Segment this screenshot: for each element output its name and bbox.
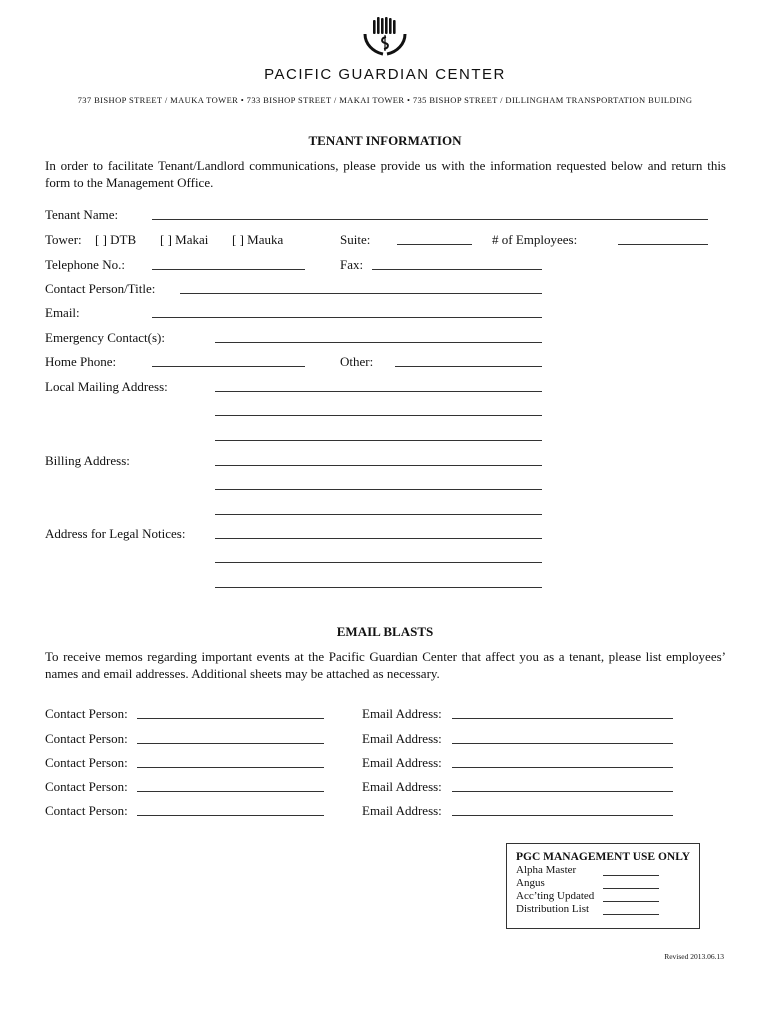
contact-person-label: Contact Person: bbox=[45, 755, 128, 770]
home-phone-field[interactable] bbox=[152, 366, 305, 367]
tower-option-makai[interactable]: [ ] Makai bbox=[160, 232, 209, 247]
contact-person-label: Contact Person: bbox=[45, 706, 128, 721]
management-use-only-box bbox=[506, 843, 700, 929]
tenant-intro-paragraph: In order to facilitate Tenant/Landlord communications, please provide us with the information requested below and return this form to the Management Office. bbox=[45, 158, 726, 190]
employees-field[interactable] bbox=[618, 244, 708, 245]
local-mailing-address-line[interactable] bbox=[215, 415, 542, 416]
email-address-label: Email Address: bbox=[362, 755, 442, 770]
management-item-angus: Angus bbox=[516, 877, 545, 889]
management-box-title: PGC MANAGEMENT USE ONLY bbox=[516, 851, 691, 863]
emergency-contact-field[interactable] bbox=[215, 342, 542, 343]
management-item-alpha-master: Alpha Master bbox=[516, 864, 577, 876]
management-item-distribution-list-field[interactable] bbox=[603, 914, 659, 915]
management-item-accting-updated-field[interactable] bbox=[603, 901, 659, 902]
employees-label: # of Employees: bbox=[492, 232, 578, 247]
email-address-field[interactable] bbox=[452, 718, 673, 719]
email-address-field[interactable] bbox=[452, 767, 673, 768]
tower-label: Tower: bbox=[45, 232, 82, 247]
management-item-accting-updated: Acc’ting Updated bbox=[516, 890, 595, 902]
suite-label: Suite: bbox=[340, 232, 371, 247]
other-field[interactable] bbox=[395, 366, 542, 367]
contact-person-label: Contact Person: bbox=[45, 803, 128, 818]
email-address-field[interactable] bbox=[452, 791, 673, 792]
suite-field[interactable] bbox=[397, 244, 472, 245]
email-address-field[interactable] bbox=[452, 815, 673, 816]
emergency-contact-label: Emergency Contact(s): bbox=[45, 330, 165, 345]
other-label: Other: bbox=[340, 354, 374, 369]
contact-person-field[interactable] bbox=[137, 718, 324, 719]
telephone-field[interactable] bbox=[152, 269, 305, 270]
building-address-line: 737 BISHOP STREET / MAUKA TOWER • 733 BISHOP STREET / MAKAI TOWER • 735 BISHOP STREET / DILLINGHAM TRANSPORTATION BUILDING bbox=[77, 95, 693, 105]
contact-person-label: Contact Person: bbox=[45, 731, 128, 746]
contact-person-field[interactable] bbox=[137, 791, 324, 792]
tenant-information-title: TENANT INFORMATION bbox=[308, 133, 462, 148]
contact-person-field[interactable] bbox=[137, 743, 324, 744]
fax-label: Fax: bbox=[340, 257, 364, 272]
email-blasts-title: EMAIL BLASTS bbox=[336, 624, 434, 639]
contact-person-title-label: Contact Person/Title: bbox=[45, 281, 156, 296]
logo-name: PACIFIC GUARDIAN CENTER bbox=[264, 66, 506, 83]
billing-address-line[interactable] bbox=[215, 465, 542, 466]
contact-person-field[interactable] bbox=[137, 767, 324, 768]
tenant-name-label: Tenant Name: bbox=[45, 207, 119, 222]
fax-field[interactable] bbox=[372, 269, 542, 270]
management-item-distribution-list: Distribution List bbox=[516, 903, 590, 915]
pgc-logo-icon bbox=[361, 16, 409, 56]
revised-date: Revised 2013.06.13 bbox=[664, 952, 724, 961]
legal-notices-address-label: Address for Legal Notices: bbox=[45, 526, 186, 541]
email-label: Email: bbox=[45, 305, 80, 320]
local-mailing-address-line[interactable] bbox=[215, 440, 542, 441]
email-field[interactable] bbox=[152, 317, 542, 318]
telephone-label: Telephone No.: bbox=[45, 257, 125, 272]
email-address-label: Email Address: bbox=[362, 779, 442, 794]
local-mailing-address-line[interactable] bbox=[215, 391, 542, 392]
local-mailing-address-label: Local Mailing Address: bbox=[45, 379, 168, 394]
billing-address-line[interactable] bbox=[215, 489, 542, 490]
home-phone-label: Home Phone: bbox=[45, 354, 117, 369]
email-blasts-intro-paragraph: To receive memos regarding important events at the Pacific Guardian Center that affect you as a tenant, please list employees’ names and email addresses. Additional sheets may be attached as necessary. bbox=[45, 649, 726, 681]
billing-address-line[interactable] bbox=[215, 514, 542, 515]
management-item-angus-field[interactable] bbox=[603, 888, 659, 889]
contact-person-label: Contact Person: bbox=[45, 779, 128, 794]
legal-notices-address-line[interactable] bbox=[215, 538, 542, 539]
email-address-label: Email Address: bbox=[362, 803, 442, 818]
contact-person-title-field[interactable] bbox=[180, 293, 542, 294]
contact-person-field[interactable] bbox=[137, 815, 324, 816]
legal-notices-address-line[interactable] bbox=[215, 587, 542, 588]
email-address-label: Email Address: bbox=[362, 731, 442, 746]
email-address-field[interactable] bbox=[452, 743, 673, 744]
tenant-name-field[interactable] bbox=[152, 219, 708, 220]
billing-address-label: Billing Address: bbox=[45, 453, 130, 468]
email-address-label: Email Address: bbox=[362, 706, 442, 721]
tower-option-mauka[interactable]: [ ] Mauka bbox=[232, 232, 284, 247]
legal-notices-address-line[interactable] bbox=[215, 562, 542, 563]
management-item-alpha-master-field[interactable] bbox=[603, 875, 659, 876]
tower-option-dtb[interactable]: [ ] DTB bbox=[95, 232, 137, 247]
